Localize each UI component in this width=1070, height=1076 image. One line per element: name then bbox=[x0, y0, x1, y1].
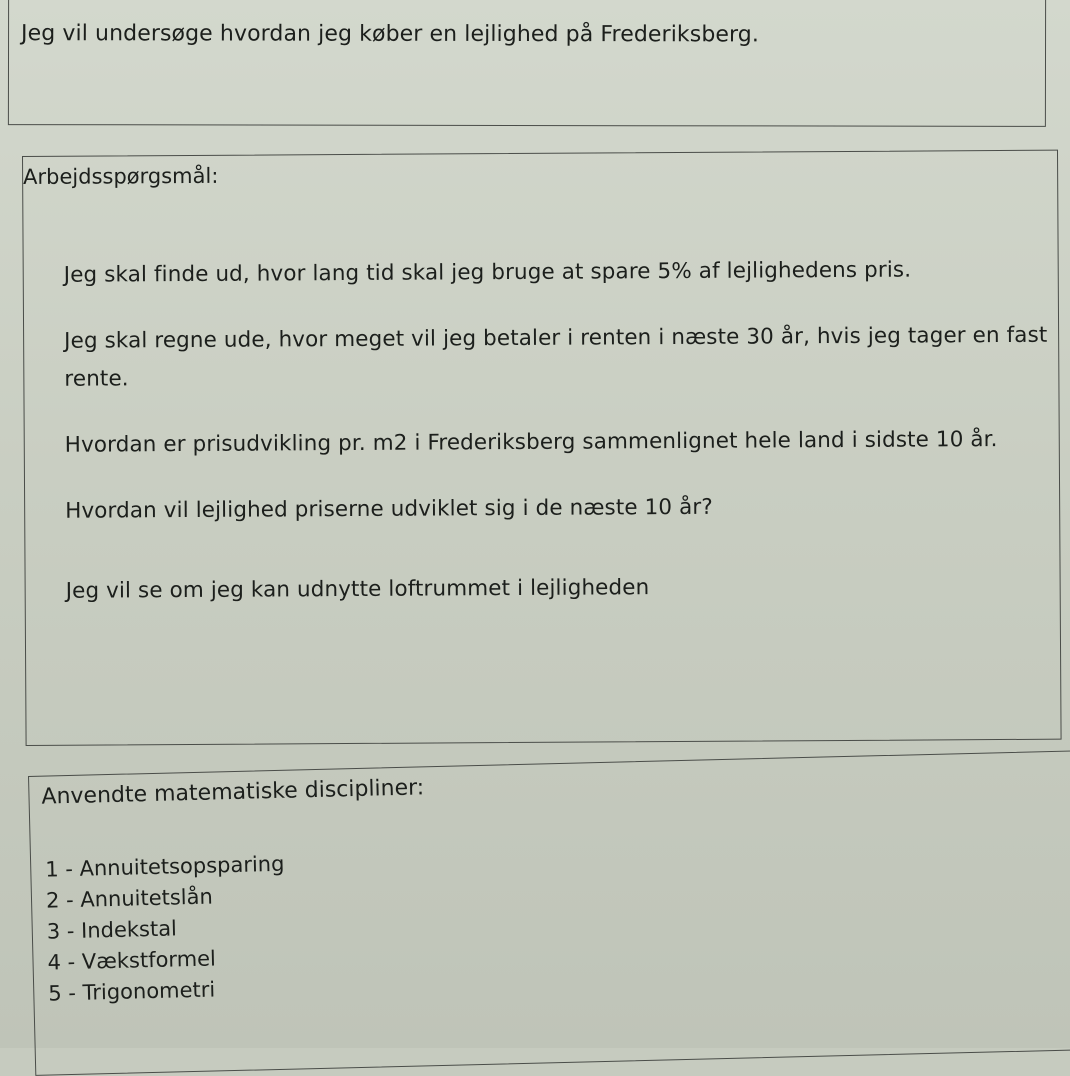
disciplines-heading: Anvendte matematiske discipliner: bbox=[41, 775, 425, 810]
disciplines-box bbox=[28, 750, 1070, 1076]
discipline-item: 5 - Trigonometri bbox=[48, 977, 216, 1006]
question-item: Hvordan vil lejlighed priserne udviklet sig i de næste 10 år? bbox=[65, 494, 713, 524]
questions-box bbox=[22, 150, 1062, 746]
question-item: Jeg skal finde ud, hvor lang tid skal jeg bruge at spare 5% af lejlighedens pris. bbox=[63, 257, 912, 288]
disciplines-list bbox=[45, 849, 288, 1010]
discipline-item: 2 - Annuitetslån bbox=[45, 884, 214, 913]
question-item: Jeg skal regne ude, hvor meget vil jeg betaler i renten i næste 30 år, hvis jeg tager en fast rente. bbox=[64, 322, 1048, 392]
discipline-item: 3 - Indekstal bbox=[46, 916, 178, 944]
discipline-item: 1 - Annuitetsopsparing bbox=[44, 851, 285, 882]
question-item: Hvordan er prisudvikling pr. m2 i Frederiksberg sammenlignet hele land i sidste 10 år. bbox=[64, 427, 998, 458]
question-item: Jeg vil se om jeg kan udnytte loftrummet i lejligheden bbox=[65, 575, 650, 604]
topic-box bbox=[8, 0, 1046, 127]
discipline-item: 4 - Vækstformel bbox=[47, 946, 217, 975]
questions-heading: Arbejdsspørgsmål: bbox=[23, 163, 219, 189]
questions-list bbox=[64, 251, 1051, 653]
topic-statement: Jeg vil undersøge hvordan jeg køber en lejlighed på Frederiksberg. bbox=[21, 21, 759, 48]
